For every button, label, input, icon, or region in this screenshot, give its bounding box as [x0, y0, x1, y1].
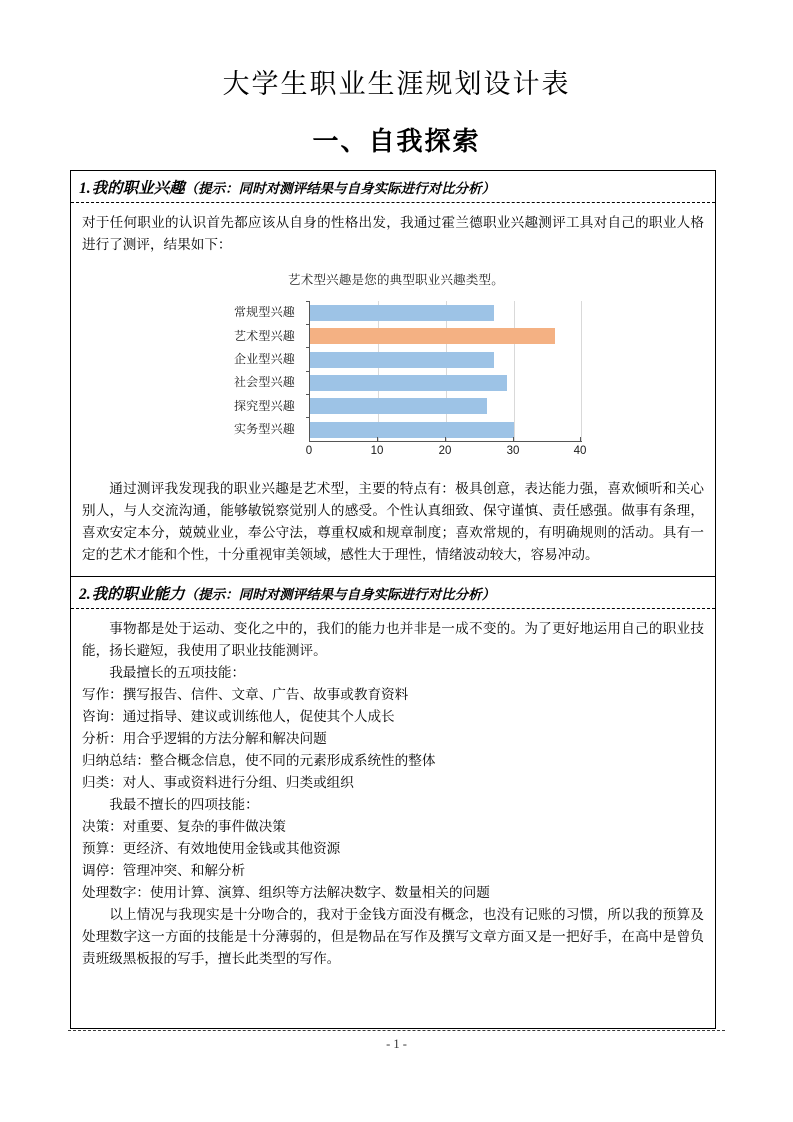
- chart-bar-slot: [310, 371, 582, 394]
- section-heading: 一、自我探索: [312, 126, 481, 157]
- chart-x-tick-mark: [513, 437, 514, 442]
- chart-category-axis: [198, 301, 302, 441]
- worst-skill-item: 决策：对重要、复杂的事件做决策: [82, 819, 286, 835]
- chart-x-tick-label: 30: [506, 445, 520, 458]
- chart-category-label: 实务型兴趣: [233, 421, 295, 436]
- chart-x-tick-mark: [445, 437, 446, 442]
- footer-separator: [68, 1030, 725, 1031]
- chart-bar-slot: [310, 395, 582, 418]
- chart-bar-slot: [310, 348, 582, 371]
- row-1-number: 1.: [79, 180, 91, 197]
- best-skills-label: 我最擅长的五项技能：: [109, 665, 246, 681]
- footer-page-number: - 1 -: [386, 1037, 407, 1051]
- chart-bar-highlight: [310, 328, 555, 344]
- chart-bars-region: [309, 301, 582, 442]
- row-1-header: [71, 171, 715, 203]
- chart-category-label: 企业型兴趣: [233, 351, 295, 366]
- worst-skill-item: 预算：更经济、有效地使用金钱或其他资源: [82, 841, 341, 857]
- chart-x-tick-label: 10: [370, 445, 384, 458]
- page-title: 大学生职业生涯规划设计表: [222, 69, 571, 99]
- row-1-body: [71, 203, 715, 576]
- chart-category-label: 常规型兴趣: [233, 305, 295, 320]
- chart-bar: [310, 352, 494, 368]
- best-skill-item: 分析：用合乎逻辑的方法分解和解决问题: [82, 731, 327, 747]
- chart-x-tick-mark: [377, 437, 378, 442]
- worst-skill-item: 调停：管理冲突、和解分析: [82, 863, 246, 879]
- chart-category-label: 艺术型兴趣: [233, 328, 295, 343]
- chart-x-tick-mark: [309, 437, 310, 442]
- chart-bar: [310, 398, 487, 414]
- chart-bar: [310, 422, 514, 438]
- chart-bar-slot: [310, 301, 582, 324]
- chart-bar-slot: [310, 325, 582, 348]
- chart-title: 艺术型兴趣是您的典型职业兴趣类型。: [288, 273, 504, 288]
- best-skill-item: 归纳总结：整合概念信息，使不同的元素形成系统性的整体: [82, 753, 436, 769]
- worst-skills-label: 我最不擅长的四项技能：: [109, 797, 259, 813]
- interest-chart: [82, 270, 704, 470]
- chart-x-axis: [305, 442, 587, 460]
- chart-bar-series: [310, 301, 582, 441]
- row-2-header: [71, 576, 715, 609]
- chart-plot-area: [198, 301, 588, 461]
- row-1-title: 我的职业兴趣: [91, 180, 185, 197]
- chart-category-label: 探究型兴趣: [233, 398, 295, 413]
- best-skill-item: 咨询：通过指导、建议或训练他人，促使其个人成长: [82, 709, 395, 725]
- chart-x-tick-label: 40: [573, 445, 587, 458]
- chart-bar-slot: [310, 418, 582, 441]
- interest-intro-paragraph: 对于任何职业的认识首先都应该从自身的性格出发，我通过霍兰德职业兴趣测评工具对自己的职业人格进行了测评，结果如下：: [82, 215, 704, 253]
- best-skill-item: 写作：撰写报告、信件、文章、广告、故事或教育资料: [82, 687, 409, 703]
- chart-x-tick-label: 0: [305, 445, 313, 458]
- chart-x-tick-label: 20: [438, 445, 452, 458]
- chart-bar: [310, 375, 507, 391]
- row-2-title: 我的职业能力: [91, 586, 185, 604]
- ability-intro-paragraph: 事物都是处于运动、变化之中的，我们的能力也并非是一成不变的。为了更好地运用自己的职业技能，扬长避短，我使用了职业技能测评。: [82, 621, 704, 659]
- row-2-number: 2.: [79, 586, 91, 604]
- row-1-hint: （提示：同时对测评结果与自身实际进行对比分析）: [184, 181, 496, 196]
- row-2-hint: （提示：同时对测评结果与自身实际进行对比分析）: [184, 587, 496, 603]
- chart-category-label: 社会型兴趣: [233, 375, 295, 390]
- best-skill-item: 归类：对人、事或资料进行分组、归类或组织: [82, 775, 354, 791]
- ability-closing-paragraph: 以上情况与我现实是十分吻合的，我对于金钱方面没有概念，也没有记账的习惯，所以我的预算及处理数字这一方面的技能是十分薄弱的，但是物品在写作及撰写文章方面又是一把好手，在高中是曾负责班级黑板报的写手，擅长此类型的写作。: [82, 907, 704, 967]
- chart-bar: [310, 305, 494, 321]
- career-plan-table: [70, 170, 716, 1029]
- row-2-body: [71, 609, 715, 1028]
- interest-conclusion-paragraph: 通过测评我发现我的职业兴趣是艺术型，主要的特点有：极具创意，表达能力强，喜欢倾听和关心别人，与人交流沟通，能够敏锐察觉别人的感受。个性认真细致、保守谨慎、责任感强。做事有条理，喜欢安定本分，兢兢业业，奉公守法，尊重权威和规章制度；喜欢常规的，有明确规则的活动。具有一定的艺术才能和个性，十分重视审美领域，感性大于理性，情绪波动较大，容易冲动。: [82, 481, 704, 563]
- chart-x-tick-mark: [580, 437, 581, 442]
- worst-skill-item: 处理数字：使用计算、演算、组织等方法解决数字、数量相关的问题: [82, 885, 490, 901]
